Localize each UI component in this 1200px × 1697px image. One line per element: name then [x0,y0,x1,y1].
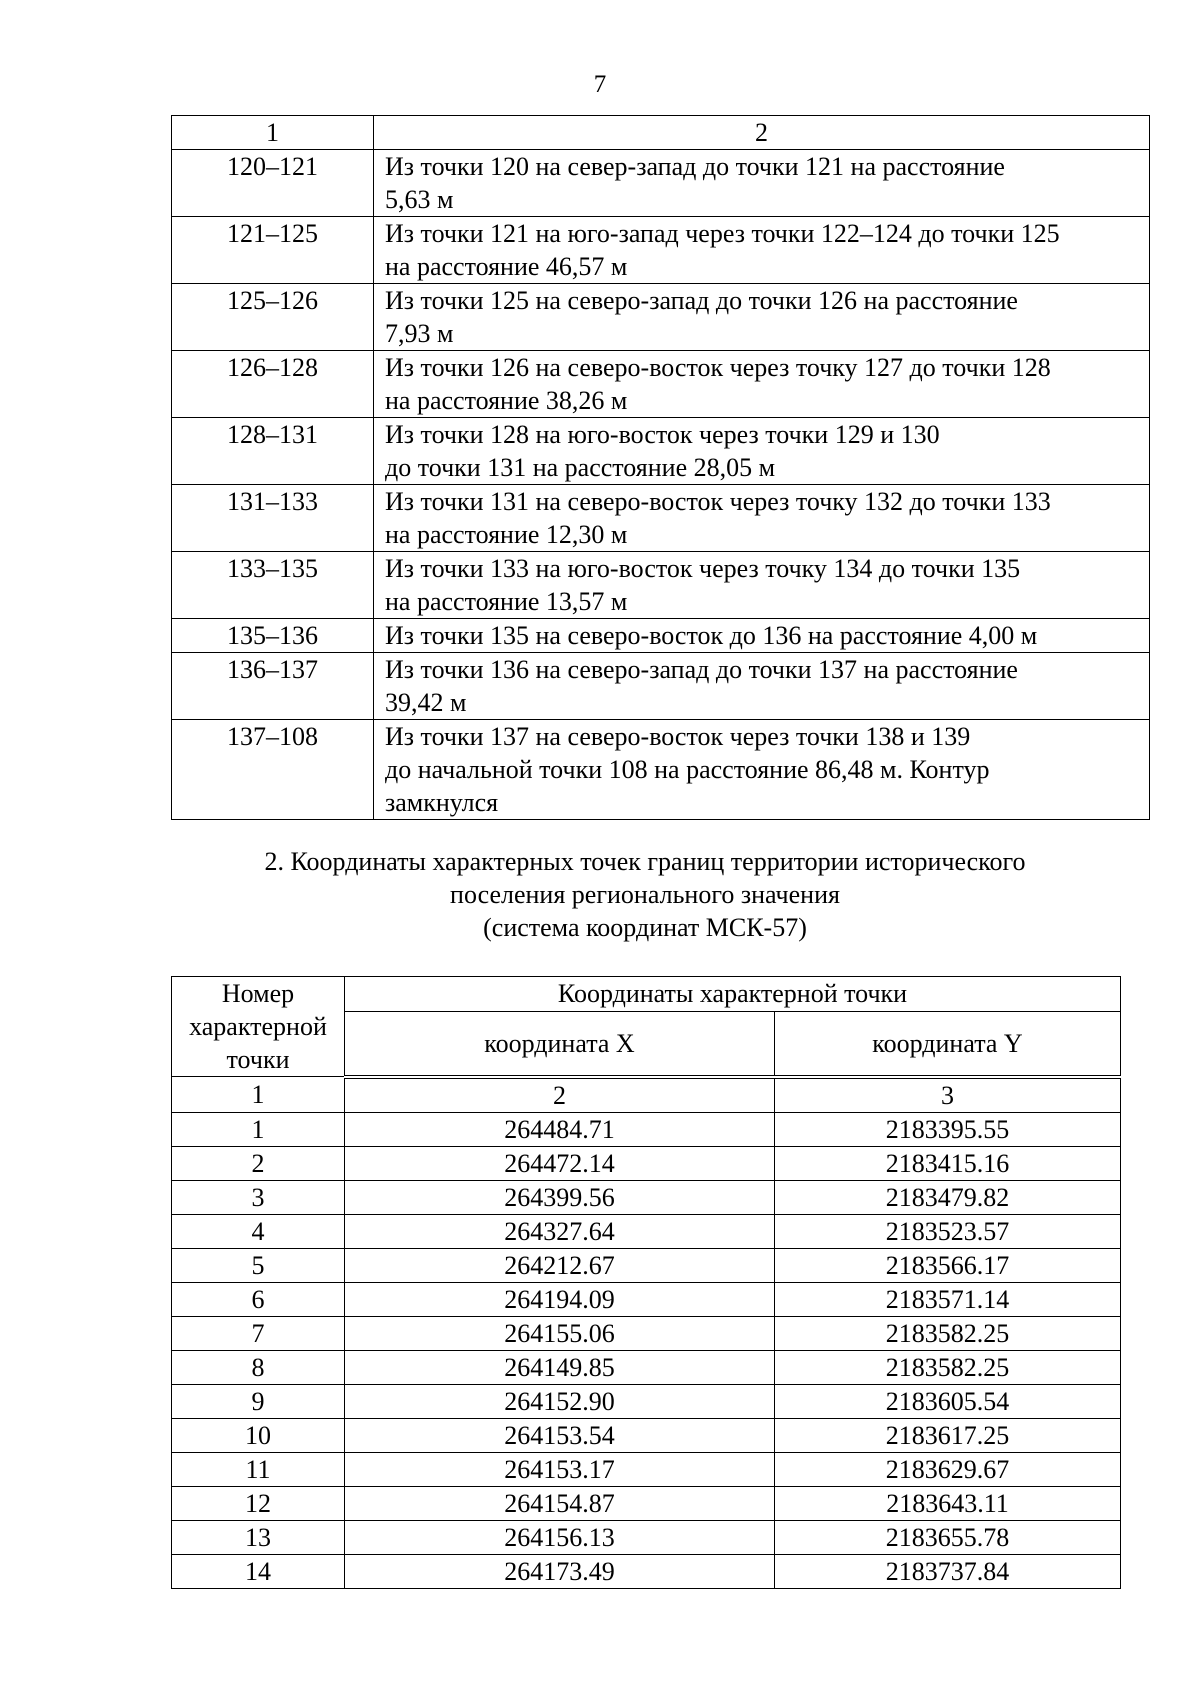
coord-y-cell: 2183737.84 [775,1554,1121,1588]
header-line: характерной [189,1012,327,1041]
description-line: 5,63 м [385,185,454,214]
table-row [172,351,1150,418]
point-number-cell: 11 [172,1452,345,1486]
coord-x-cell: 264154.87 [345,1486,775,1520]
header-line: точки [226,1045,290,1074]
section-heading [171,845,1119,944]
point-number-cell: 2 [172,1146,345,1180]
column-numbers-row [172,1077,1121,1113]
column-number-2: 2 [374,116,1150,150]
table-row [172,1112,1121,1146]
segment-cell: 135–136 [172,619,374,653]
segment-cell: 125–126 [172,284,374,351]
description-line: на расстояние 38,26 м [385,386,628,415]
coord-x-cell: 264173.49 [345,1554,775,1588]
point-number-cell: 6 [172,1282,345,1316]
table-row [172,1554,1121,1588]
coord-x-header: координата X [345,1011,775,1076]
coord-x-cell: 264212.67 [345,1248,775,1282]
description-cell [374,485,1150,552]
table-row [172,653,1150,720]
table-header-row [172,116,1150,150]
description-line: замкнулся [385,788,499,817]
table-row [172,150,1150,217]
coord-y-cell: 2183571.14 [775,1282,1121,1316]
table-row [172,1214,1121,1248]
coord-x-cell: 264155.06 [345,1316,775,1350]
table-row [172,1520,1121,1554]
description-line: 7,93 м [385,319,454,348]
point-number-cell: 14 [172,1554,345,1588]
segment-cell: 126–128 [172,351,374,418]
description-line: Из точки 121 на юго-запад через точки 122–124 до точки 125 [385,219,1060,248]
coord-y-cell: 2183582.25 [775,1350,1121,1384]
description-line: Из точки 126 на северо-восток через точку 127 до точки 128 [385,353,1051,382]
coord-y-cell: 2183395.55 [775,1112,1121,1146]
description-cell [374,619,1150,653]
coord-x-cell: 264153.17 [345,1452,775,1486]
description-cell [374,351,1150,418]
coord-y-cell: 2183655.78 [775,1520,1121,1554]
description-cell [374,418,1150,485]
coordinates-header: Координаты характерной точки [345,977,1121,1012]
coord-x-cell: 264153.54 [345,1418,775,1452]
segment-cell: 131–133 [172,485,374,552]
heading-line-2: поселения регионального значения [450,880,840,909]
segment-cell: 133–135 [172,552,374,619]
table-row [172,552,1150,619]
coord-x-cell: 264194.09 [345,1282,775,1316]
coord-y-cell: 2183523.57 [775,1214,1121,1248]
heading-line-1: 2. Координаты характерных точек границ территории исторического [264,847,1026,876]
point-number-cell: 3 [172,1180,345,1214]
table-row [172,1248,1121,1282]
column-number-1: 1 [172,116,374,150]
segment-cell: 137–108 [172,720,374,820]
coord-y-cell: 2183582.25 [775,1316,1121,1350]
description-line: Из точки 120 на север-запад до точки 121 на расстояние [385,152,1005,181]
header-line: Номер [221,979,295,1008]
coord-x-cell: 264472.14 [345,1146,775,1180]
description-cell [374,284,1150,351]
column-number-2: 2 [345,1077,775,1113]
coord-y-cell: 2183617.25 [775,1418,1121,1452]
coord-y-cell: 2183643.11 [775,1486,1121,1520]
description-line: на расстояние 12,30 м [385,520,628,549]
table-row [172,217,1150,284]
table-row [172,485,1150,552]
boundary-description-table [171,115,1150,820]
point-number-cell: 13 [172,1520,345,1554]
table-header-row [172,977,1121,1012]
description-line: Из точки 133 на юго-восток через точку 134 до точки 135 [385,554,1021,583]
table-row [172,1418,1121,1452]
table-row [172,1452,1121,1486]
point-number-cell: 8 [172,1350,345,1384]
description-line: 39,42 м [385,688,467,717]
table-row [172,619,1150,653]
point-number-cell: 1 [172,1112,345,1146]
coord-x-cell: 264484.71 [345,1112,775,1146]
table-row [172,1282,1121,1316]
description-cell [374,150,1150,217]
description-line: до начальной точки 108 на расстояние 86,48 м. Контур [385,755,990,784]
coord-x-cell: 264156.13 [345,1520,775,1554]
point-number-cell: 12 [172,1486,345,1520]
table-row [172,1350,1121,1384]
description-line: на расстояние 13,57 м [385,587,628,616]
column-number-3: 3 [775,1077,1121,1113]
segment-cell: 120–121 [172,150,374,217]
description-line: Из точки 128 на юго-восток через точки 129 и 130 [385,420,940,449]
description-line: Из точки 136 на северо-запад до точки 137 на расстояние [385,655,1018,684]
table-row [172,1384,1121,1418]
column-number-1: 1 [172,1077,345,1113]
coord-x-cell: 264149.85 [345,1350,775,1384]
coord-y-header: координата Y [775,1011,1121,1076]
description-line: Из точки 125 на северо-запад до точки 126 на расстояние [385,286,1018,315]
point-number-cell: 7 [172,1316,345,1350]
table-row [172,1180,1121,1214]
segment-cell: 136–137 [172,653,374,720]
description-cell [374,552,1150,619]
table-row [172,1146,1121,1180]
table-row [172,1316,1121,1350]
point-number-cell: 4 [172,1214,345,1248]
segment-cell: 121–125 [172,217,374,284]
description-cell [374,217,1150,284]
coord-x-cell: 264152.90 [345,1384,775,1418]
description-line: Из точки 137 на северо-восток через точки 138 и 139 [385,722,971,751]
description-line: Из точки 131 на северо-восток через точку 132 до точки 133 [385,487,1051,516]
coord-x-cell: 264327.64 [345,1214,775,1248]
segment-cell: 128–131 [172,418,374,485]
description-line: до точки 131 на расстояние 28,05 м [385,453,776,482]
point-number-cell: 9 [172,1384,345,1418]
description-cell [374,720,1150,820]
description-line: на расстояние 46,57 м [385,252,628,281]
coordinates-table [171,976,1121,1589]
page-number: 7 [593,71,607,98]
description-cell [374,653,1150,720]
coord-y-cell: 2183629.67 [775,1452,1121,1486]
table-row [172,418,1150,485]
coord-y-cell: 2183605.54 [775,1384,1121,1418]
heading-line-3: (система координат МСК-57) [483,913,807,942]
coord-y-cell: 2183479.82 [775,1180,1121,1214]
coord-y-cell: 2183566.17 [775,1248,1121,1282]
table-row [172,720,1150,820]
coord-y-cell: 2183415.16 [775,1146,1121,1180]
point-number-header [172,977,345,1077]
table-row [172,1486,1121,1520]
point-number-cell: 5 [172,1248,345,1282]
description-line: Из точки 135 на северо-восток до 136 на расстояние 4,00 м [385,621,1038,650]
coord-x-cell: 264399.56 [345,1180,775,1214]
point-number-cell: 10 [172,1418,345,1452]
table-row [172,284,1150,351]
